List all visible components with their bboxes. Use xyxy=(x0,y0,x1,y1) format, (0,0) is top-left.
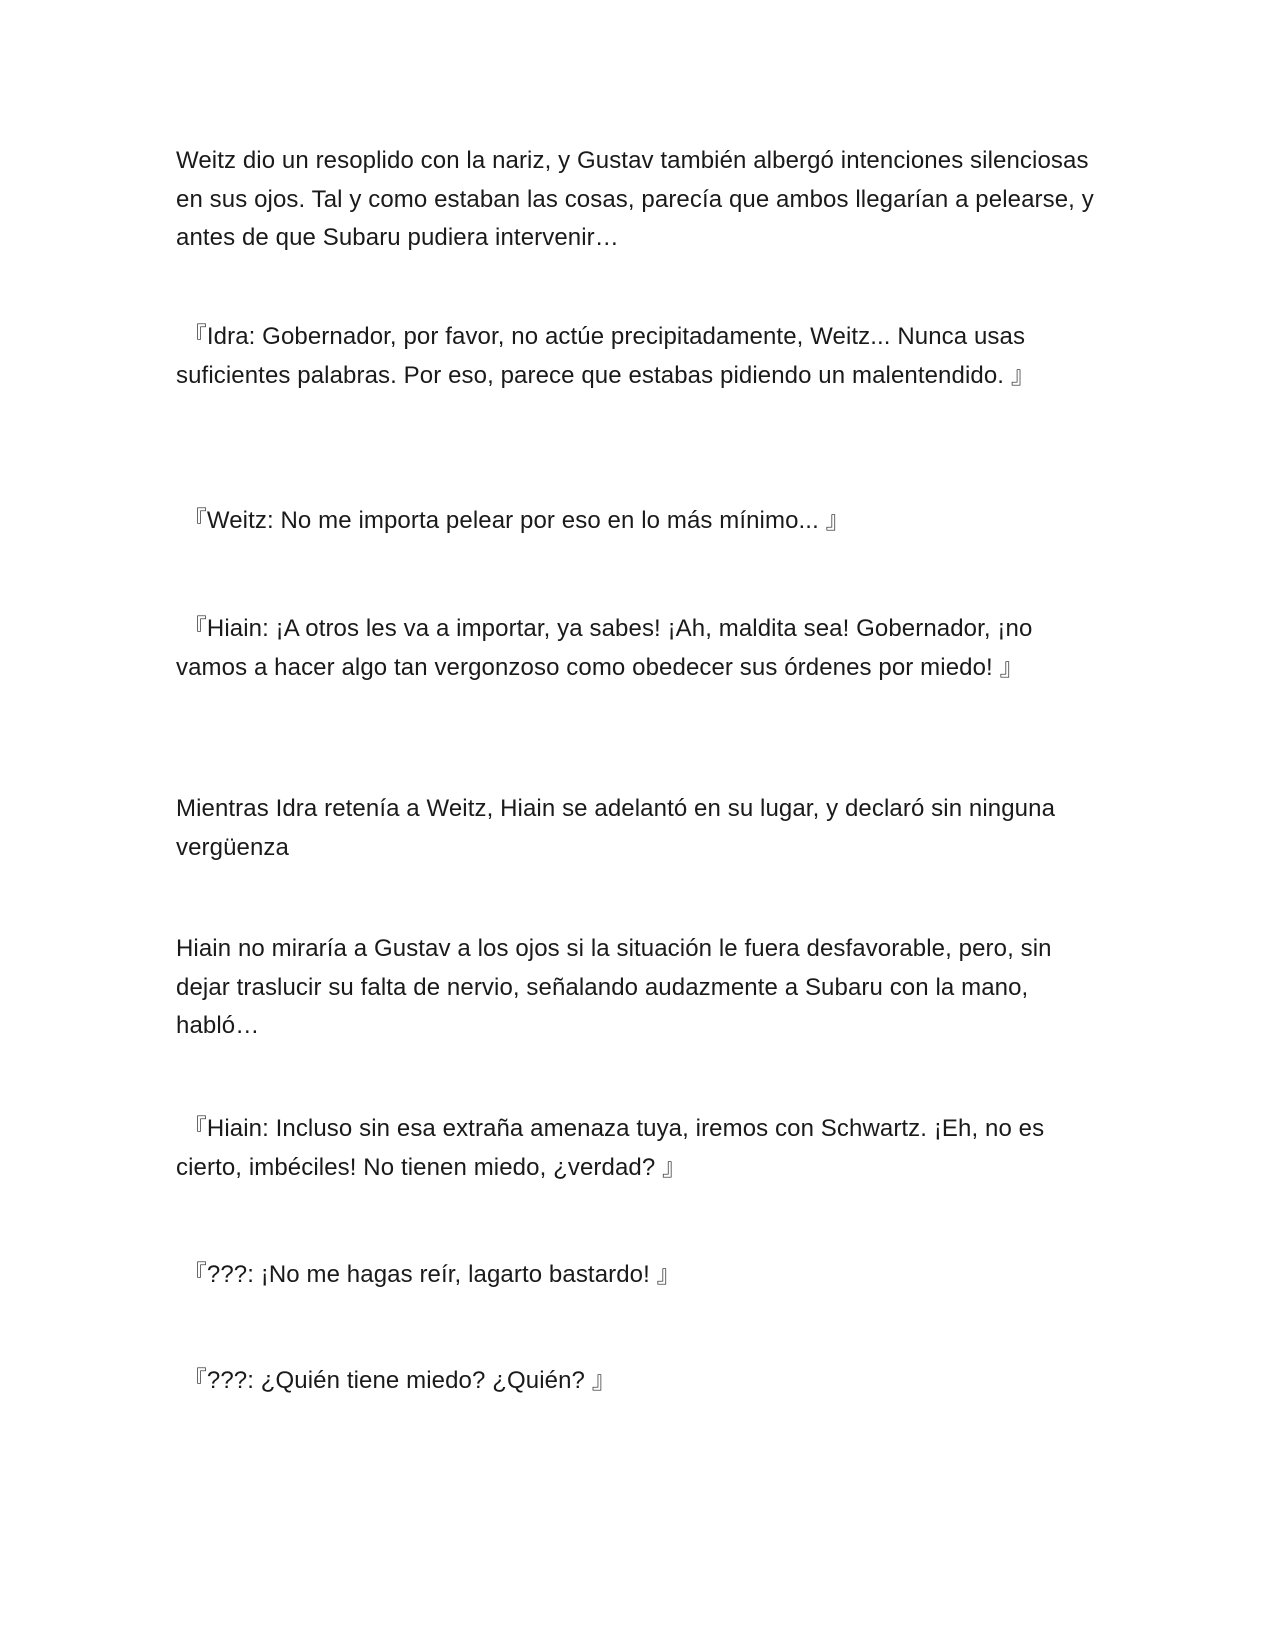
dialogue-unknown-2: 『???: ¿Quién tiene miedo? ¿Quién? 』 xyxy=(176,1367,616,1394)
dialogue-hiain-1: 『Hiain: ¡A otros les va a importar, ya sabes! ¡Ah, maldita sea! Gobernador, ¡no vamos a hacer algo tan vergonzoso como obedecer sus órdenes por miedo! 』 xyxy=(176,615,1040,681)
dialogue-unknown-1: 『???: ¡No me hagas reír, lagarto bastardo! 』 xyxy=(176,1261,681,1288)
narration-paragraph-2: Mientras Idra retenía a Weitz, Hiain se adelantó en su lugar, y declaró sin ninguna vergüenza xyxy=(176,795,1062,861)
dialogue-hiain-2: 『Hiain: Incluso sin esa extraña amenaza tuya, iremos con Schwartz. ¡Eh, no es cierto, imbéciles! No tienen miedo, ¿verdad? 』 xyxy=(176,1115,1051,1181)
dialogue-idra: 『Idra: Gobernador, por favor, no actúe precipitadamente, Weitz... Nunca usas suficientes palabras. Por eso, parece que estabas pidiendo un malentendido. 』 xyxy=(176,323,1035,389)
narration-paragraph-1: Weitz dio un resoplido con la nariz, y Gustav también albergó intenciones silenciosas en sus ojos. Tal y como estaban las cosas, parecía que ambos llegarían a pelearse, y antes de que Subaru pudiera intervenir… xyxy=(176,147,1101,251)
dialogue-weitz: 『Weitz: No me importa pelear por eso en lo más mínimo... 』 xyxy=(176,507,850,534)
narration-paragraph-3: Hiain no miraría a Gustav a los ojos si la situación le fuera desfavorable, pero, sin dejar traslucir su falta de nervio, señalando audazmente a Subaru con la mano, habló… xyxy=(176,935,1059,1039)
